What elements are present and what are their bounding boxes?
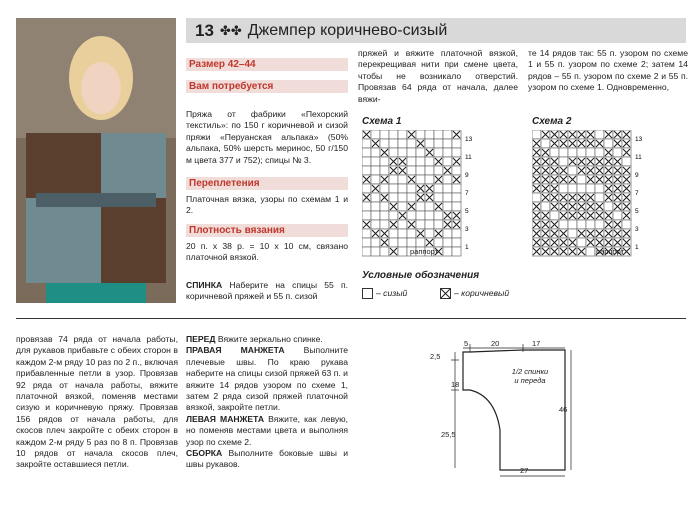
grid-cell	[416, 220, 425, 229]
grid-cell	[371, 211, 380, 220]
grid-cell	[407, 157, 416, 166]
grid-cell	[380, 202, 389, 211]
brown-swatch-icon	[440, 288, 451, 299]
patterns-heading: Переплетения	[186, 177, 348, 190]
grid-cell	[389, 211, 398, 220]
grid-cell	[595, 184, 604, 193]
bottom-middle-column	[186, 334, 348, 471]
grid-cell	[434, 220, 443, 229]
grid-cell	[604, 202, 613, 211]
grid-cell	[362, 211, 371, 220]
model-photo	[16, 18, 176, 303]
grid-cell	[613, 211, 622, 220]
grid-cell	[371, 130, 380, 139]
grid-cell	[577, 184, 586, 193]
ornament-icon: ✤✤	[219, 23, 242, 38]
grid-cell	[595, 130, 604, 139]
grid-cell	[586, 148, 595, 157]
grid-cell	[568, 148, 577, 157]
grid-cell	[425, 130, 434, 139]
grid-cell	[389, 130, 398, 139]
assembly-paragraph: СБОРКА Выполните боковые швы и швы рукавов.	[186, 448, 348, 470]
dim-top-5: 5	[464, 339, 469, 348]
patterns-section	[186, 177, 348, 217]
patterns-text: Платочная вязка, узоры по схемам 1 и 2.	[186, 194, 348, 216]
grid-cell	[577, 220, 586, 229]
grid-cell	[398, 139, 407, 148]
row-number-label: 5	[465, 208, 469, 215]
grid-cell	[568, 220, 577, 229]
grid-cell	[398, 175, 407, 184]
grid-cell	[416, 157, 425, 166]
grid-cell	[559, 184, 568, 193]
grid-cell	[550, 148, 559, 157]
grid-cell	[443, 202, 452, 211]
grid-cell	[371, 193, 380, 202]
page-title: Джемпер коричнево-сизый	[247, 22, 448, 39]
grid-cell	[389, 238, 398, 247]
grid-cell	[434, 130, 443, 139]
legend-brown-label: – коричневый	[454, 288, 510, 298]
grid-cell	[416, 202, 425, 211]
grid-cell	[604, 139, 613, 148]
grid-cell	[541, 202, 550, 211]
row-number-label: 11	[465, 154, 472, 161]
grid-cell	[380, 211, 389, 220]
legend-title: Условные обозначения	[362, 270, 480, 281]
grid-cell	[443, 193, 452, 202]
grid-cell	[416, 130, 425, 139]
grid-cell	[595, 220, 604, 229]
grid-cell	[362, 202, 371, 211]
grid-cell	[389, 229, 398, 238]
row-number-label: 3	[465, 226, 469, 233]
grid-cell	[407, 193, 416, 202]
grid-cell	[559, 157, 568, 166]
grid-cell	[371, 148, 380, 157]
grid-cell	[407, 139, 416, 148]
size-label: Размер 42–44	[186, 58, 348, 71]
grid-cell	[380, 220, 389, 229]
grid-cell	[398, 238, 407, 247]
grid-cell	[595, 148, 604, 157]
grid-cell	[389, 184, 398, 193]
grid-cell	[362, 148, 371, 157]
grid-cell	[371, 166, 380, 175]
dim-left-low: 25,5	[441, 430, 456, 439]
grid-cell	[371, 238, 380, 247]
grid-cell	[434, 238, 443, 247]
grid-cell	[389, 139, 398, 148]
back-label: СПИНКА	[186, 280, 223, 290]
grid-cell	[568, 166, 577, 175]
grid-cell	[452, 193, 461, 202]
grid-cell	[371, 220, 380, 229]
grid-cell	[416, 175, 425, 184]
grid-cell	[407, 166, 416, 175]
grid-cell	[443, 175, 452, 184]
grid-cell	[416, 148, 425, 157]
grid-cell	[398, 193, 407, 202]
grid-cell	[407, 184, 416, 193]
grid-cell	[407, 238, 416, 247]
grid-cell	[416, 238, 425, 247]
grid-cell	[380, 247, 389, 256]
grid-cell	[452, 247, 461, 256]
grid-cell	[398, 220, 407, 229]
schema2-title: Схема 2	[532, 116, 572, 127]
grid-cell	[434, 211, 443, 220]
schema2-rapport: раппорт	[596, 247, 625, 256]
row-number-label: 1	[635, 244, 639, 251]
grid-cell	[371, 202, 380, 211]
grid-cell	[380, 139, 389, 148]
back-paragraph	[186, 280, 348, 303]
grid-cell	[559, 220, 568, 229]
grid-cell	[380, 184, 389, 193]
grid-cell	[371, 157, 380, 166]
grid-cell	[362, 157, 371, 166]
materials-text: Пряжа от фабрики «Пехорский текстиль»: по 150 г коричневой и сизой пряжи «Перуанская альпака» (50% альпака, 50% шерсть меринос, 50 г/150 м цвета 377 и 752); спицы № 3.	[186, 109, 348, 165]
grid-cell	[425, 166, 434, 175]
grid-cell	[452, 148, 461, 157]
grid-cell	[443, 247, 452, 256]
middle-top-text: пряжей и вяжите платочной вязкой, перекрещивая нити при смене цвета, чтобы не возникало отверстий. Провязав 64 ряда от начала, далее вяжи-	[358, 48, 518, 104]
grid-cell	[532, 130, 541, 139]
grid-cell	[586, 220, 595, 229]
row-number-label: 7	[465, 190, 469, 197]
grid-cell	[577, 238, 586, 247]
grid-cell	[389, 175, 398, 184]
grid-cell	[362, 166, 371, 175]
dim-right: 46	[559, 405, 568, 414]
grid-cell	[398, 148, 407, 157]
right-top-text: те 14 рядов так: 55 п. узором по схеме 1 и 55 п. узором по схеме 2; затем 14 рядов – 55 п. узором по схеме 2 и 55 п. узором по схеме 1. Одновременно,	[528, 48, 688, 93]
grid-cell	[443, 238, 452, 247]
schema1-grid	[362, 130, 487, 258]
right-cuff-paragraph: ПРАВАЯ МАНЖЕТА Выполните плечевые швы. По краю рукава наберите на спицы сизой пряжей 63 п. и вяжите 14 рядов узором по схеме 1, затем 2 ряда сизой пряжей платочной вязкой, закройте петли.	[186, 345, 348, 413]
grid-cell	[559, 148, 568, 157]
grid-cell	[362, 229, 371, 238]
dim-bottom: 27	[520, 466, 529, 475]
left-cuff-paragraph: ЛЕВАЯ МАНЖЕТА Вяжите, как левую, но поменяв местами цвета и выполняя узор по схеме 2.	[186, 413, 349, 447]
grid-cell	[425, 157, 434, 166]
row-number-label: 5	[635, 208, 639, 215]
back-text: Наберите на спицы 55 п. коричневой пряжей и 55 п. сизой	[186, 280, 348, 302]
grid-cell	[398, 202, 407, 211]
legend-gray	[362, 288, 407, 299]
grid-cell	[586, 247, 595, 256]
grid-cell	[443, 157, 452, 166]
grid-cell	[380, 130, 389, 139]
model-number: 13	[195, 21, 214, 40]
row-number-label: 13	[635, 136, 643, 143]
grid-cell	[398, 229, 407, 238]
gauge-text: 20 п. х 38 р. = 10 х 10 см, связано платочной вязкой.	[186, 241, 348, 263]
grid-cell	[568, 229, 577, 238]
row-number-label: 1	[465, 244, 469, 251]
grid-cell	[425, 211, 434, 220]
diagram-label: 1/2 спинки и переда	[511, 367, 549, 385]
grid-cell	[389, 193, 398, 202]
schema1-title: Схема 1	[362, 116, 402, 127]
grid-cell	[622, 157, 631, 166]
grid-cell	[371, 247, 380, 256]
grid-cell	[407, 229, 416, 238]
grid-cell	[398, 184, 407, 193]
legend-gray-label: – сизый	[376, 288, 408, 298]
materials-heading: Вам потребуется	[186, 80, 348, 93]
grid-cell	[443, 184, 452, 193]
grid-cell	[362, 247, 371, 256]
grid-cell	[407, 211, 416, 220]
grid-cell	[425, 229, 434, 238]
dim-top-17: 17	[532, 339, 541, 348]
grid-cell	[362, 139, 371, 148]
grid-cell	[416, 166, 425, 175]
grid-cell	[586, 184, 595, 193]
row-number-label: 13	[465, 136, 473, 143]
grid-cell	[362, 184, 371, 193]
size-heading-box	[186, 58, 348, 71]
grid-cell	[380, 166, 389, 175]
grid-cell	[416, 211, 425, 220]
grid-cell	[452, 166, 461, 175]
row-number-label: 3	[635, 226, 639, 233]
grid-cell	[595, 193, 604, 202]
schema2-grid	[532, 130, 667, 258]
gray-swatch-icon	[362, 288, 373, 299]
grid-cell	[389, 148, 398, 157]
grid-cell	[532, 193, 541, 202]
front-paragraph: ПЕРЕД Вяжите зеркально спинке.	[186, 334, 323, 344]
section-divider	[16, 318, 686, 319]
grid-cell	[398, 130, 407, 139]
row-number-label: 9	[465, 172, 469, 179]
grid-cell	[577, 175, 586, 184]
grid-cell	[434, 193, 443, 202]
dim-left-mid: 18	[451, 380, 460, 389]
grid-cell	[452, 238, 461, 247]
grid-cell	[380, 157, 389, 166]
grid-cell	[541, 139, 550, 148]
grid-cell	[452, 202, 461, 211]
grid-cell	[452, 139, 461, 148]
grid-cell	[443, 130, 452, 139]
gauge-heading: Плотность вязания	[186, 224, 348, 237]
row-number-label: 11	[635, 154, 642, 161]
grid-cell	[568, 184, 577, 193]
grid-cell	[452, 184, 461, 193]
grid-cell	[452, 229, 461, 238]
grid-cell	[443, 148, 452, 157]
grid-cell	[443, 139, 452, 148]
materials-section	[186, 80, 348, 166]
grid-cell	[434, 166, 443, 175]
row-number-label: 7	[635, 190, 639, 197]
grid-cell	[622, 220, 631, 229]
schema1-rapport: раппорт	[410, 247, 439, 256]
grid-cell	[434, 184, 443, 193]
grid-cell	[425, 175, 434, 184]
dim-left-top: 2,5	[430, 352, 441, 361]
grid-cell	[577, 148, 586, 157]
grid-cell	[407, 148, 416, 157]
grid-cell	[434, 148, 443, 157]
grid-cell	[613, 148, 622, 157]
grid-cell	[362, 238, 371, 247]
header	[195, 19, 447, 43]
grid-cell	[425, 139, 434, 148]
gauge-section	[186, 224, 348, 264]
legend-brown	[440, 288, 509, 299]
bottom-left-text: провязав 74 ряда от начала работы, для рукавов прибавьте с обеих сторон в каждом 2-м ряду 10 раз по 2 п., включая прибавленные петли в узор. Провязав 92 ряда от начала работы, вяжите платочной вязкой, поменяв местами сизую и коричневую пряжу. Провязав 156 рядов от начала работы, для скосов плеч закройте с обеих сторон в каждом 2-м ряду 5 раз по 8 п. Провязав 10 рядов от начала скосов плеч, закройте оставшиеся петли.	[16, 334, 178, 470]
grid-cell	[425, 220, 434, 229]
row-number-label: 9	[635, 172, 639, 179]
dim-top-20: 20	[491, 339, 500, 348]
grid-cell	[425, 202, 434, 211]
grid-cell	[443, 229, 452, 238]
grid-cell	[398, 247, 407, 256]
grid-cell	[434, 139, 443, 148]
grid-cell	[550, 211, 559, 220]
grid-cell	[371, 175, 380, 184]
